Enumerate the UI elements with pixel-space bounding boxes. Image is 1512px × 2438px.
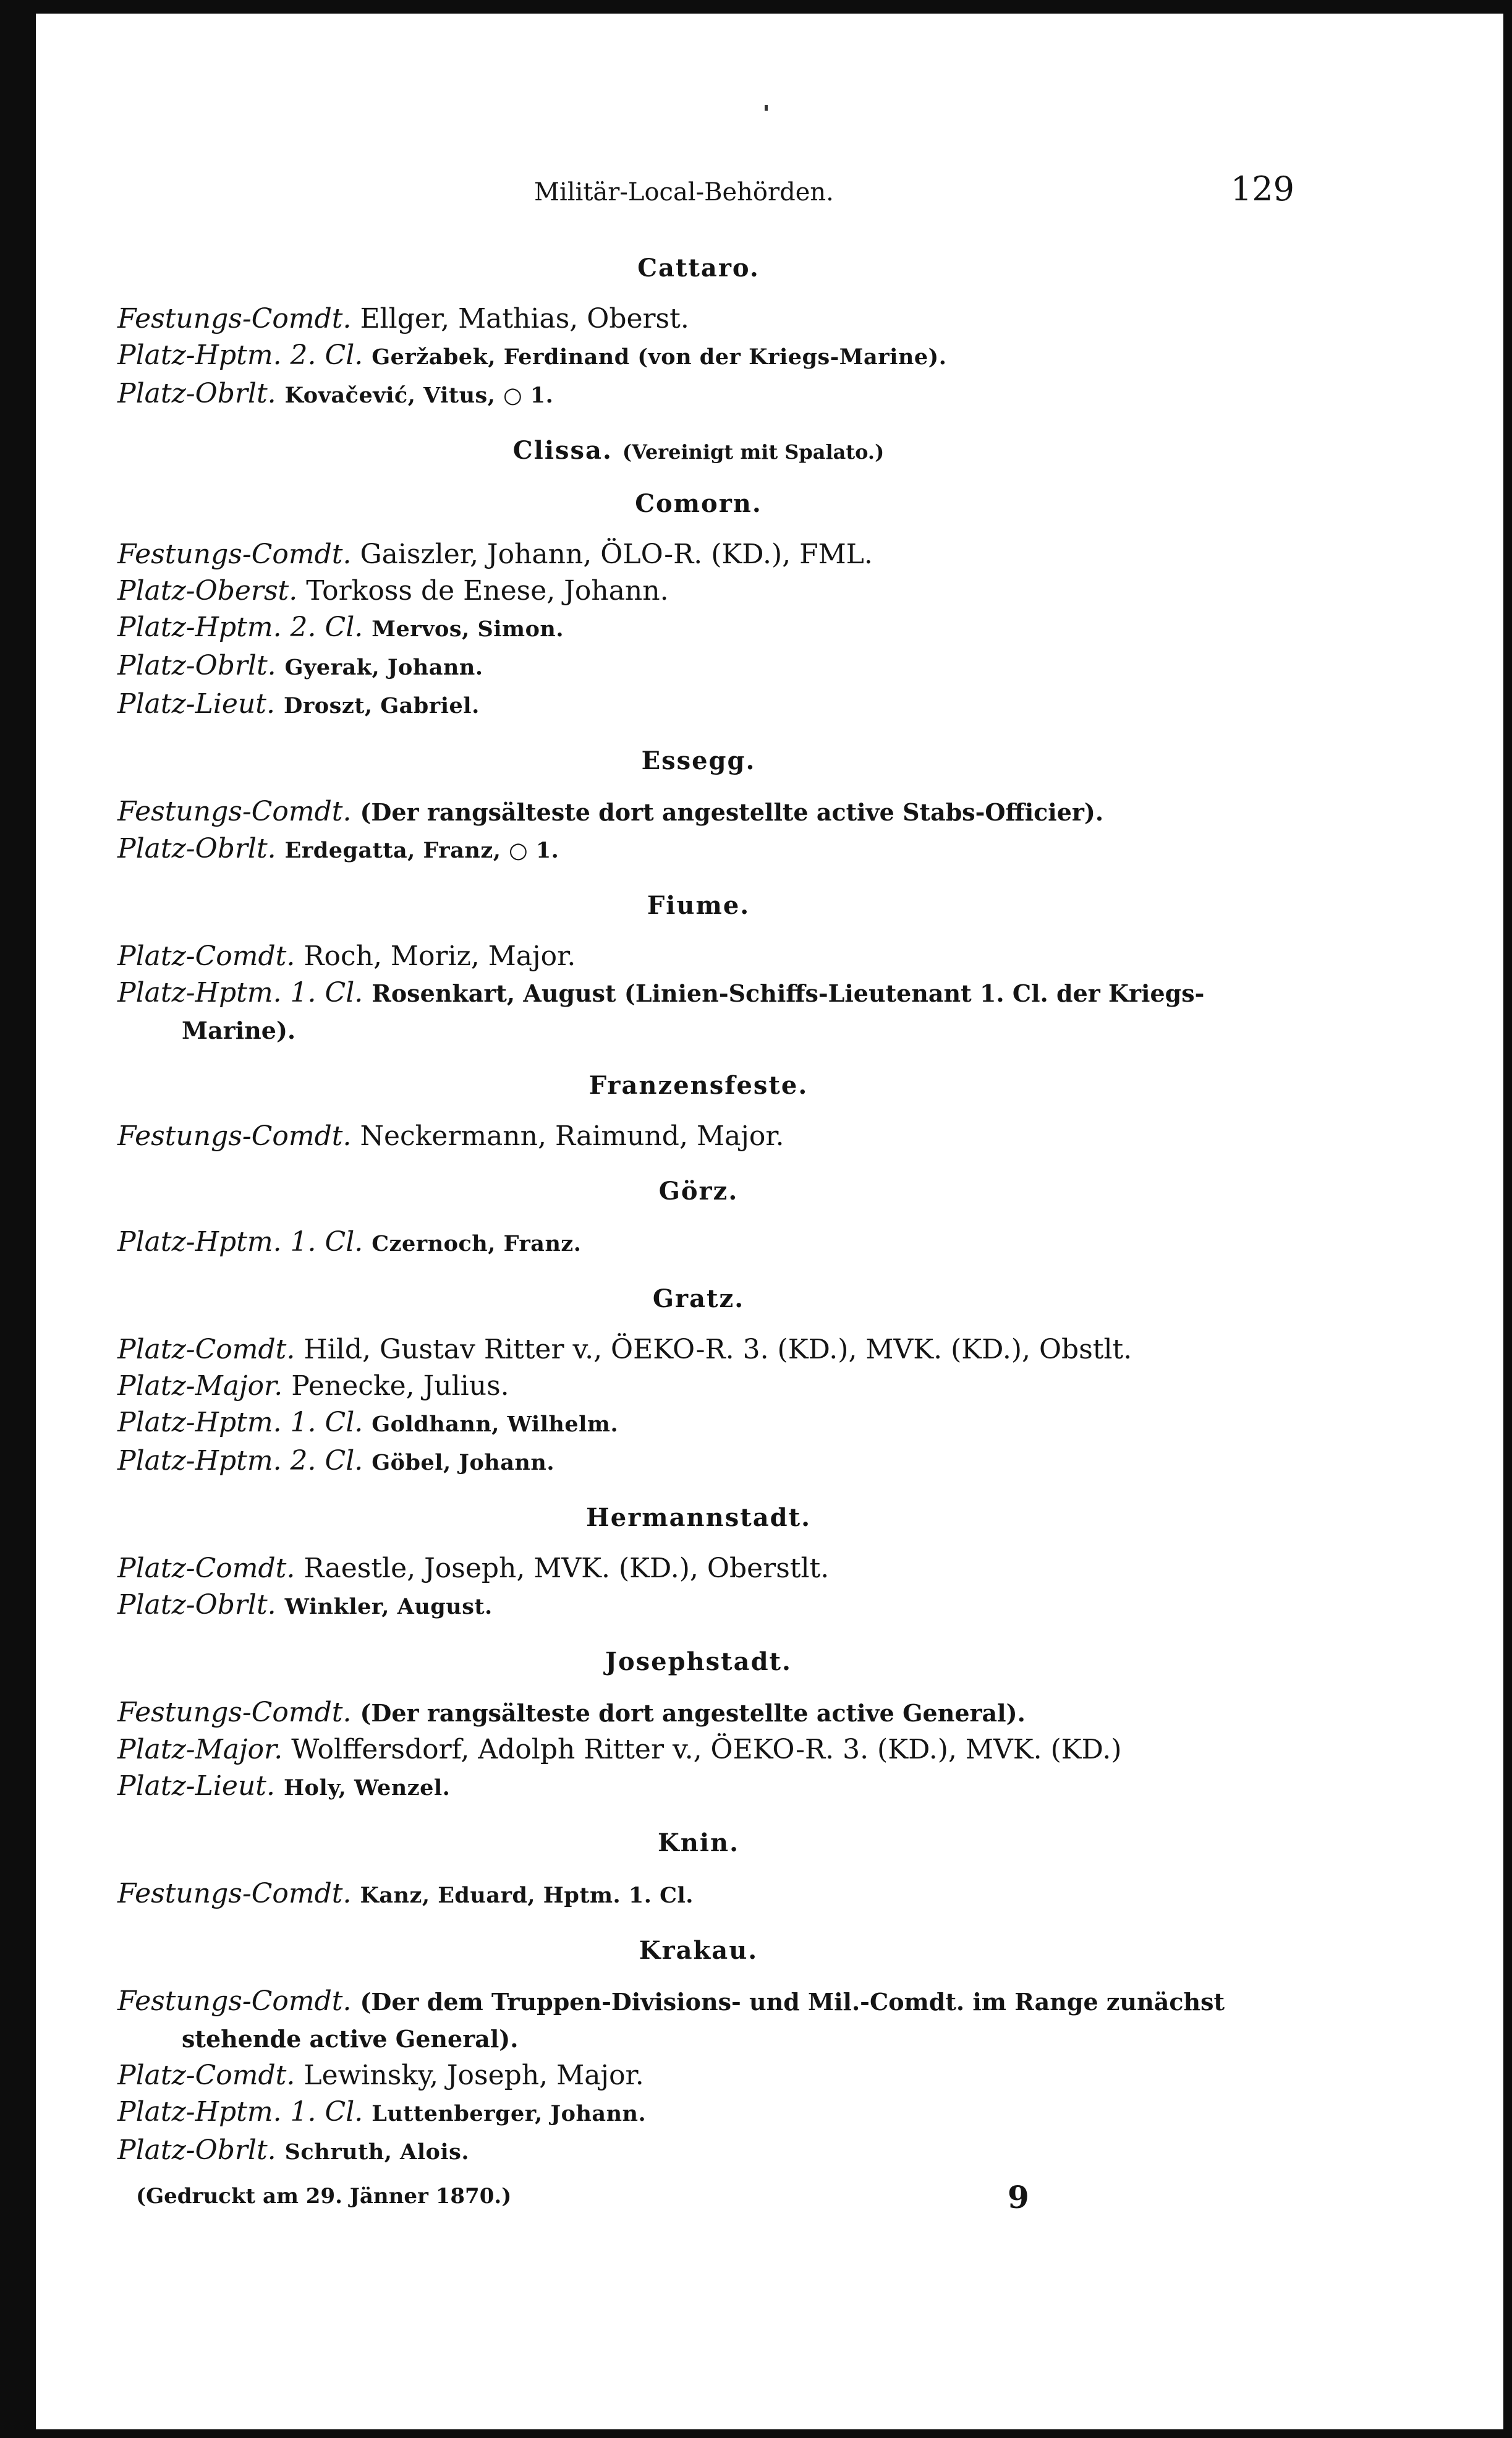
entry-role: Platz-Comdt. [117,940,295,972]
entry-role: Platz-Hptm. 1. Cl. [117,2096,363,2128]
entry-name: Roch, Moriz, Major. [304,940,576,972]
page-number: 129 [1230,169,1294,208]
entry-line [117,2057,1280,2094]
section-heading-text: Fiume. [647,891,750,920]
scan-speck [765,105,768,111]
entry-name: Torkoss de Enese, Johann. [306,575,669,607]
section-heading [117,1177,1280,1206]
entry-line [117,1118,1280,1154]
section-heading-text: Franzensfeste. [588,1071,809,1100]
entry-name: Holy, Wenzel. [283,1775,451,1801]
entry-line [117,830,1280,869]
section [117,1177,1280,1262]
section-heading-text: Knin. [657,1828,740,1857]
print-date: (Gedruckt am 29. Jänner 1870.) [136,2184,512,2209]
section-heading-text: Essegg. [641,746,756,775]
scan-border-bottom [0,2429,1512,2438]
entry-name: Raestle, Joseph, MVK. (KD.), Oberstlt. [304,1553,830,1584]
entry-name: Wolffersdorf, Adolph Ritter v., ÖEKO-R. 3. (KD.), MVK. (KD.) [291,1734,1122,1765]
entry-line [117,1587,1280,1625]
entry-role: Platz-Hptm. 2. Cl. [117,612,363,643]
entry-line [117,536,1280,573]
entry-role: Platz-Hptm. 1. Cl. [117,977,363,1008]
page-footer [117,2179,1280,2221]
section [117,1936,1280,2170]
entry-line [117,686,1280,724]
entry-line [117,300,1280,337]
entry-name: Gyerak, Johann. [284,655,483,680]
entry-name: Göbel, Johann. [372,1450,554,1475]
entry-role: Festungs-Comdt. [117,539,352,570]
entry-name: Mervos, Simon. [372,616,564,642]
scan-border-top [0,0,1512,14]
entry-role: Platz-Hptm. 1. Cl. [117,1407,363,1438]
entry-line [117,974,1280,1049]
entry-role: Platz-Lieut. [117,688,275,720]
entry-name: Winkler, August. [284,1594,493,1619]
section-heading [117,254,1280,283]
scan-border-left [0,0,36,2438]
entry-name: Gaiszler, Johann, ÖLO-R. (KD.), FML. [360,539,873,570]
section-heading [117,1936,1280,1966]
entry-role: Platz-Obrlt. [117,378,276,409]
entry-line [117,1768,1280,1806]
section [117,1828,1280,1914]
entry-role: Platz-Obrlt. [117,833,276,864]
entry-role: Festungs-Comdt. [117,1120,352,1152]
entry-role: Platz-Oberst. [117,575,298,607]
entry-line [117,647,1280,686]
entry-name: Penecke, Julius. [291,1370,509,1402]
entry-role: Platz-Comdt. [117,1553,295,1584]
section-heading [117,891,1280,921]
entry-line [117,938,1280,974]
section-heading-text: Hermannstadt. [585,1503,811,1532]
running-head [117,167,1294,216]
section [117,1503,1280,1625]
entry-line [117,1550,1280,1587]
section-heading-text: Clissa. [512,436,613,465]
entry-name: Droszt, Gabriel. [283,693,480,718]
entry-line [117,793,1280,830]
entry-name: Ellger, Mathias, Oberst. [360,303,689,335]
entry-role: Festungs-Comdt. [117,1985,352,2017]
entry-role: Platz-Major. [117,1734,283,1765]
entry-role: Platz-Hptm. 2. Cl. [117,339,363,371]
section [117,1284,1280,1481]
section-heading [117,746,1280,776]
entry-name: Hild, Gustav Ritter v., ÖEKO-R. 3. (KD.), MVK. (KD.), Obstlt. [304,1334,1132,1365]
section-heading [117,489,1280,519]
section-heading-text: Krakau. [639,1936,758,1965]
running-title: Militär-Local-Behörden. [534,178,834,207]
section [117,489,1280,724]
entry-role: Festungs-Comdt. [117,1878,352,1909]
entry-line [117,1331,1280,1368]
section-heading-text: Görz. [658,1177,739,1206]
entry-line [117,337,1280,375]
sheet-signature: 9 [1008,2179,1029,2215]
section-heading [117,436,1280,467]
entry-role: Platz-Major. [117,1370,283,1402]
section-heading-text: Gratz. [652,1284,745,1313]
entry-line [117,1368,1280,1404]
entry-line [117,2132,1280,2170]
scan-border-right [1503,0,1512,2438]
section-heading [117,1828,1280,1858]
entry-name: (Der dem Truppen-Divisions- und Mil.-Comdt. im Range zunächst stehende active General). [182,1988,1225,2053]
section [117,1071,1280,1154]
entry-name: Kanz, Eduard, Hptm. 1. Cl. [360,1883,694,1908]
entry-line [117,375,1280,414]
entry-role: Platz-Comdt. [117,1334,295,1365]
entry-line [117,1875,1280,1914]
entry-role: Platz-Hptm. 1. Cl. [117,1226,363,1258]
section [117,1647,1280,1806]
entry-line [117,2094,1280,2132]
entry-name: Rosenkart, August (Linien-Schiffs-Lieutenant 1. Cl. der Kriegs-Marine). [182,979,1205,1044]
entry-name: Kovačević, Vitus, ○ 1. [284,383,554,408]
entry-name: Lewinsky, Joseph, Major. [304,2060,644,2091]
section [117,746,1280,869]
section-heading [117,1284,1280,1314]
entry-role: Platz-Obrlt. [117,650,276,681]
section-heading-text: Cattaro. [637,254,760,283]
entry-name: Czernoch, Franz. [372,1231,582,1256]
entry-role: Platz-Comdt. [117,2060,295,2091]
entry-name: Erdegatta, Franz, ○ 1. [284,838,559,863]
entry-name: Luttenberger, Johann. [372,2101,647,2126]
entry-line [117,1983,1280,2057]
section-note: (Vereinigt mit Spalato.) [622,440,885,464]
sections-container [117,254,1280,2170]
entry-name: Goldhann, Wilhelm. [372,1412,619,1437]
entry-line [117,1224,1280,1262]
section [117,891,1280,1049]
entry-line [117,609,1280,647]
entry-role: Platz-Obrlt. [117,2134,276,2166]
section [117,436,1280,467]
section [117,254,1280,414]
entry-role: Festungs-Comdt. [117,303,352,335]
entry-line [117,1443,1280,1481]
entry-role: Festungs-Comdt. [117,796,352,827]
entry-name: Neckermann, Raimund, Major. [360,1120,784,1152]
entry-name: Schruth, Alois. [284,2139,470,2165]
document-page [117,167,1294,2221]
entry-line [117,1404,1280,1443]
entry-role: Platz-Obrlt. [117,1589,276,1621]
entry-role: Platz-Lieut. [117,1770,275,1802]
section-heading-text: Josephstadt. [605,1647,792,1676]
entry-line [117,1731,1280,1768]
section-heading [117,1503,1280,1533]
entry-line [117,1694,1280,1731]
entry-role: Platz-Hptm. 2. Cl. [117,1445,363,1477]
section-heading [117,1647,1280,1677]
entry-role: Festungs-Comdt. [117,1697,352,1728]
entry-name: (Der rangsälteste dort angestellte active Stabs-Officier). [360,798,1104,826]
entry-name: Geržabek, Ferdinand (von der Kriegs-Marine). [372,344,947,370]
entry-line [117,573,1280,609]
section-heading-text: Comorn. [635,489,762,518]
entry-name: (Der rangsälteste dort angestellte active General). [360,1699,1026,1727]
section-heading [117,1071,1280,1101]
